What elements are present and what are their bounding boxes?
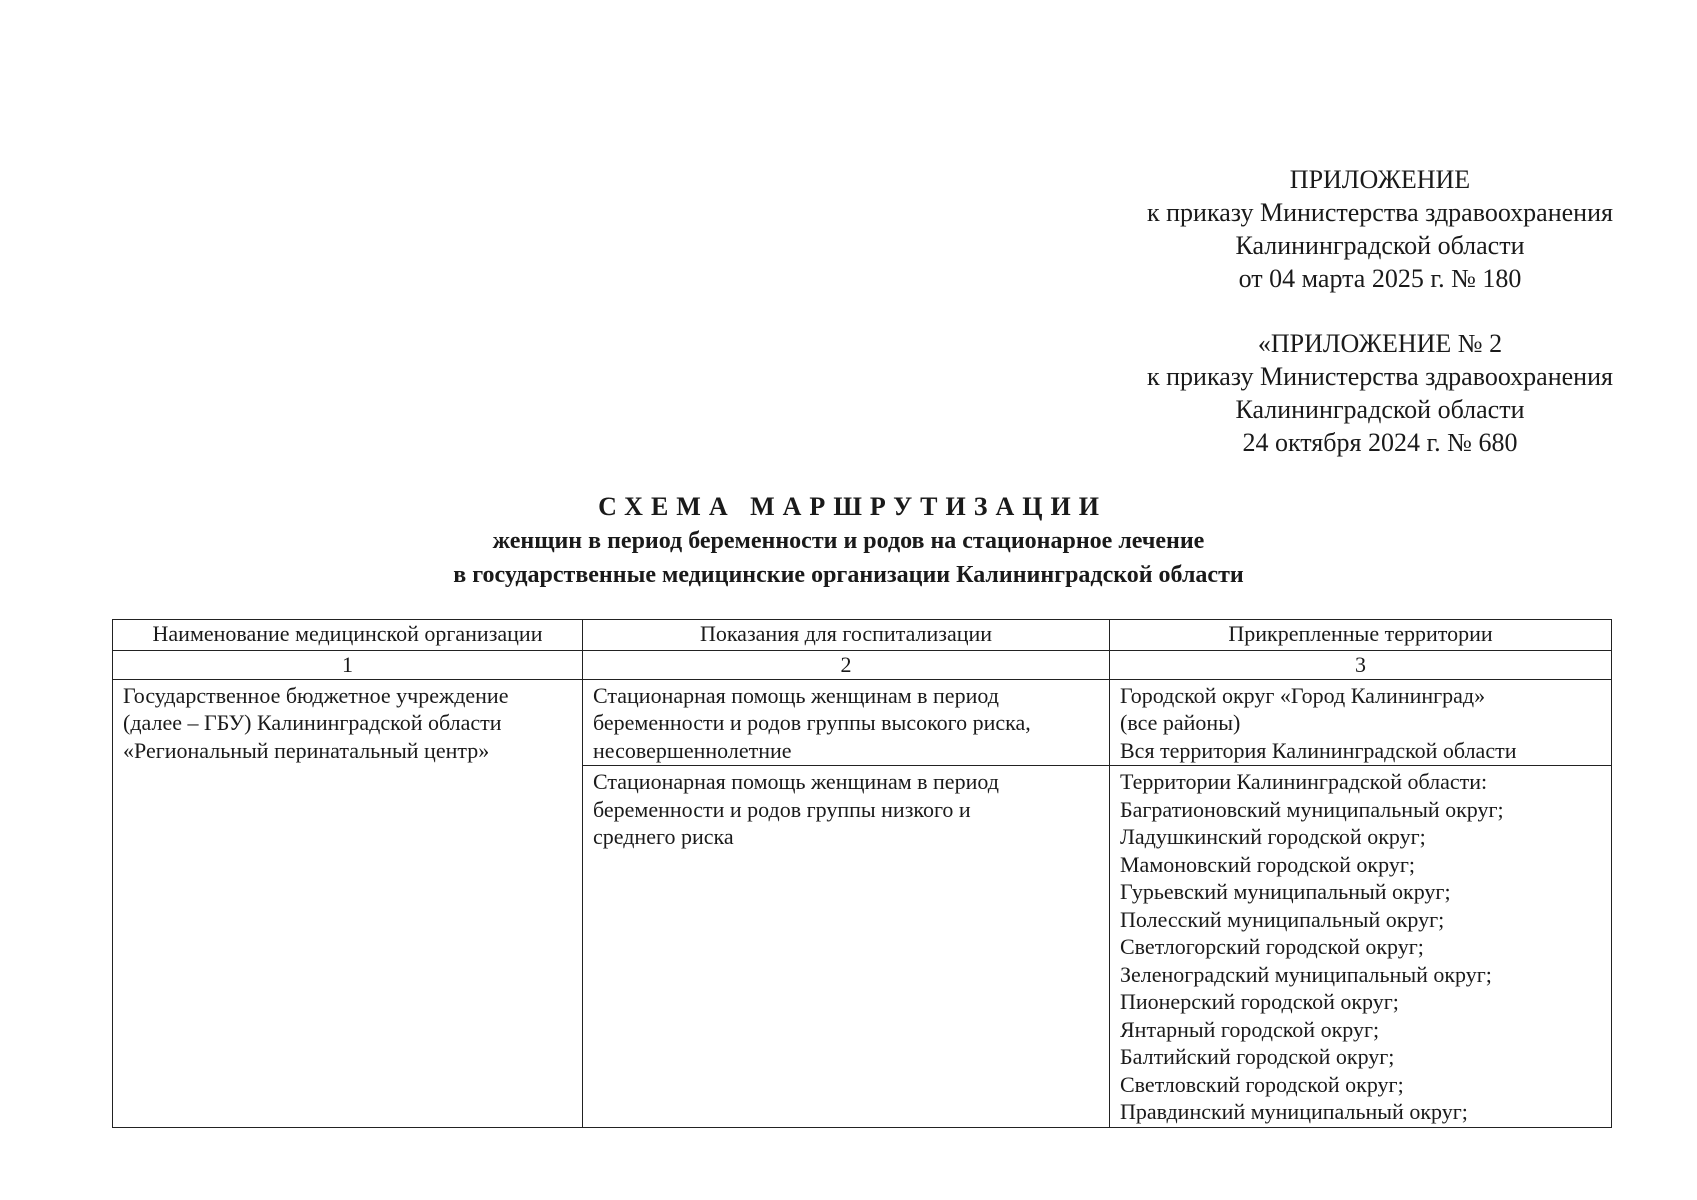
territory-line: Мамоновский городской округ; — [1120, 851, 1415, 877]
document-title: СХЕМА МАРШРУТИЗАЦИИ — [598, 492, 1107, 521]
table-row — [113, 679, 1612, 766]
column-header-territories: Прикрепленные территории — [1110, 620, 1612, 651]
territory-line: Багратионовский муниципальный округ; — [1120, 796, 1504, 822]
document-heading — [0, 490, 1697, 592]
annex-line: к приказу Министерства здравоохранения — [1147, 362, 1613, 391]
territory-line: Светловский городской округ; — [1120, 1071, 1404, 1097]
territory-line: Ладушкинский городской округ; — [1120, 824, 1426, 849]
territory-line: Полесский муниципальный округ; — [1120, 906, 1445, 932]
annex-title: ПРИЛОЖЕНИЕ — [1289, 165, 1471, 194]
annex-line: Калининградской области — [1235, 231, 1525, 260]
territory-line: (все районы) — [1120, 710, 1241, 735]
indication-line: несовершеннолетние — [593, 737, 792, 763]
territory-line: Правдинский муниципальный округ; — [1120, 1099, 1468, 1124]
territory-line: Балтийский городской округ; — [1120, 1044, 1395, 1069]
column-number-row — [113, 651, 1612, 680]
indication-line: Стационарная помощь женщинам в период — [593, 682, 999, 708]
column-header-organization: Наименование медицинской организации — [113, 620, 583, 651]
territory-line: Вся территория Калининградской области — [1120, 737, 1517, 763]
territory-cell — [1110, 679, 1612, 766]
organization-line: Государственное бюджетное учреждение — [123, 682, 509, 708]
indication-line: беременности и родов группы высокого риска, — [593, 710, 1031, 735]
annex-line: к приказу Министерства здравоохранения — [1147, 198, 1613, 227]
organization-line: «Региональный перинатальный центр» — [123, 737, 490, 763]
territory-line: Янтарный городской округ; — [1120, 1016, 1380, 1042]
table-header-row — [113, 620, 1612, 651]
indication-line: среднего риска — [593, 824, 734, 849]
annex-header-current-order — [1080, 163, 1680, 295]
territory-line: Светлогорский городской округ; — [1120, 934, 1424, 959]
organization-cell — [113, 679, 583, 1127]
organization-line: (далее – ГБУ) Калининградской области — [123, 710, 502, 735]
document-subtitle-line: в государственные медицинские организации Калининградской области — [453, 562, 1244, 588]
annex-line: Калининградской области — [1235, 395, 1525, 424]
territory-cell — [1110, 766, 1612, 1128]
annex-date-number: от 04 марта 2025 г. № 180 — [1238, 264, 1522, 293]
document-subtitle-line: женщин в период беременности и родов на стационарное лечение — [492, 528, 1205, 554]
indication-cell — [583, 766, 1110, 1128]
column-number: 1 — [113, 651, 583, 680]
annex-header-amended-order — [1080, 327, 1680, 459]
territory-line: Пионерский городской округ; — [1120, 989, 1399, 1014]
indication-line: беременности и родов группы низкого и — [593, 796, 971, 822]
column-number: 2 — [583, 651, 1110, 680]
column-header-indications: Показания для госпитализации — [583, 620, 1110, 651]
territory-line: Гурьевский муниципальный округ; — [1120, 879, 1451, 904]
routing-table — [112, 619, 1612, 1128]
territory-line: Городской округ «Город Калининград» — [1120, 682, 1486, 708]
indication-cell — [583, 679, 1110, 766]
indication-line: Стационарная помощь женщинам в период — [593, 769, 999, 794]
annex-title: «ПРИЛОЖЕНИЕ № 2 — [1257, 329, 1503, 358]
territory-line: Зеленоградский муниципальный округ; — [1120, 961, 1492, 987]
territory-line: Территории Калининградской области: — [1120, 769, 1488, 794]
annex-date-number: 24 октября 2024 г. № 680 — [1242, 428, 1518, 457]
column-number: 3 — [1110, 651, 1612, 680]
